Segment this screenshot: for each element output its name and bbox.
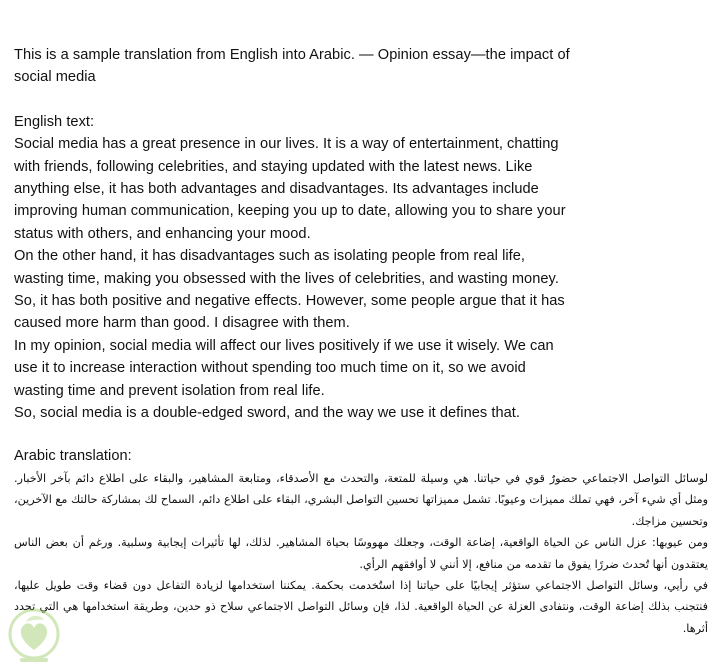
english-line: use it to increase interaction without spending too much time on it, so we avoid: [14, 360, 526, 377]
document-title: [14, 44, 712, 89]
english-line: wasting time and prevent isolation from real life.: [14, 382, 325, 399]
english-line: So, social media is a double-edged sword, and the way we use it defines that.: [14, 405, 521, 422]
english-line: In my opinion, social media will affect our lives positively if we use it wisely. We can: [14, 337, 554, 354]
leaf-heart-logo-icon: [2, 606, 66, 666]
arabic-text: [14, 468, 708, 639]
english-line: Social media has a great presence in our lives. It is a way of entertainment, chatting: [14, 136, 559, 153]
arabic-heading: Arabic translation:: [14, 447, 132, 464]
english-section: [14, 111, 712, 425]
arabic-section: [14, 445, 712, 640]
document-page: [14, 44, 712, 639]
english-heading: English text:: [14, 113, 95, 130]
title-line-1: This is a sample translation from English into Arabic. — Opinion essay—the impact of: [14, 47, 570, 63]
english-line: On the other hand, it has disadvantages such as isolating people from real life,: [14, 248, 526, 265]
arabic-paragraph: لوسائل التواصل الاجتماعي حضورٌ قوي في حياتنا. هي وسيلة للمتعة، والتحدث مع الأصدقاء، ومتابعة المشاهير، والبقاء على اطلاع دائم بآخر الأخبار. ومثل أي شيء آخر، فهي تملك مميزات وعيوبًا. تشمل مميزاتها تحسين التواصل البشري، البقاء على اطلاع دائم، السماح لك بمشاركة حالتك مع الآخرين، وتحسين مزاجك.: [14, 471, 708, 528]
english-line: So, it has both positive and negative effects. However, some people argue that it has: [14, 293, 565, 310]
arabic-paragraph: ومن عيوبها: عزل الناس عن الحياة الواقعية، إضاعة الوقت، وجعلك مهووسًا بحياة المشاهير. لذلك، لها تأثيرات إيجابية وسلبية. ورغم أن بعض الناس يعتقدون أنها تُحدث ضررًا يفوق ما تقدمه من منافع، إلا أنني لا أوافقهم الرأي.: [14, 536, 708, 571]
title-line-2: social media: [14, 69, 96, 86]
english-line: status with others, and enhancing your mood.: [14, 225, 311, 242]
arabic-paragraph: في رأيي، وسائل التواصل الاجتماعي ستؤثر إيجابيًا على حياتنا إذا استُخدمت بحكمة. يمكننا استخدامها لزيادة التفاعل دون قضاء وقت طويل عليها، فنتجنب بذلك إضاعة الوقت، ونتفادى العزلة عن الحياة الواقعية. لذا، فإن وسائل التواصل الاجتماعي سلاح ذو حدين، وطريقة استخدامها هي التي تحدد أثرها.: [14, 578, 708, 635]
english-line: caused more harm than good. I disagree with them.: [14, 315, 350, 332]
english-line: anything else, it has both advantages and disadvantages. Its advantages include: [14, 181, 539, 198]
english-line: improving human communication, keeping you up to date, allowing you to share your: [14, 203, 566, 220]
english-line: wasting time, making you obsessed with the lives of celebrities, and wasting money.: [14, 270, 559, 287]
english-line: with friends, following celebrities, and staying updated with the latest news. Like: [14, 158, 533, 175]
